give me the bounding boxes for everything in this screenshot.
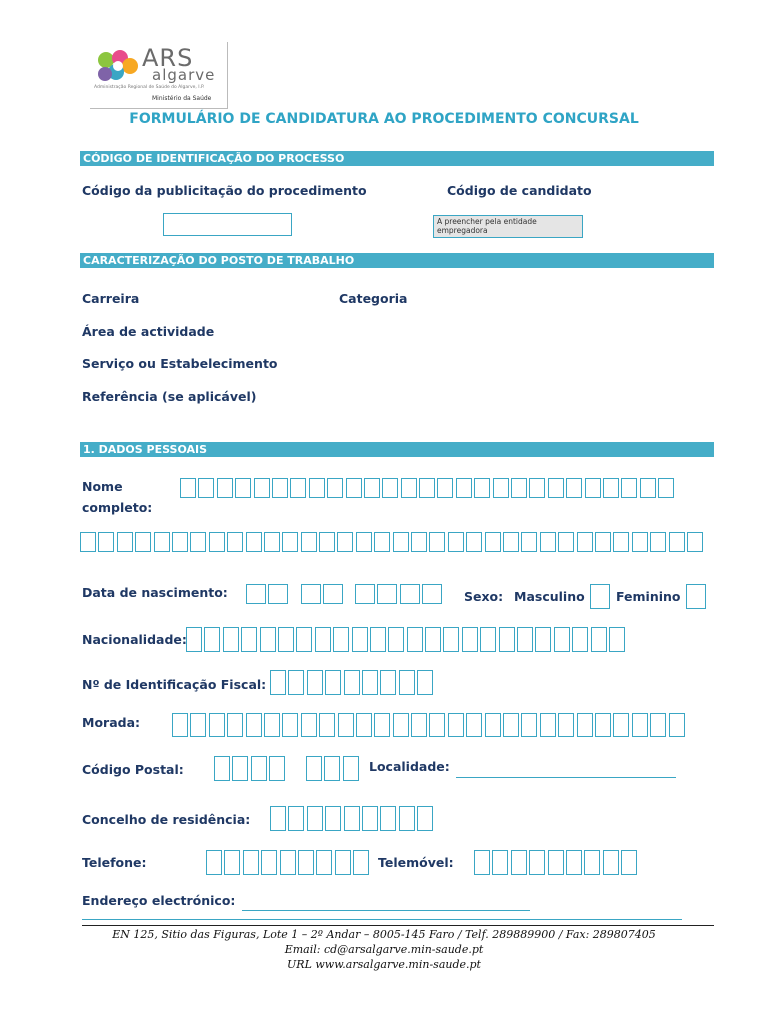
char-box[interactable] [344, 806, 360, 831]
birth-day-input[interactable] [246, 584, 291, 604]
char-box[interactable] [346, 478, 362, 498]
service-label: Serviço ou Estabelecimento [82, 356, 278, 371]
char-box[interactable] [243, 850, 259, 875]
char-box[interactable] [417, 806, 433, 831]
char-box[interactable] [270, 806, 286, 831]
char-box[interactable] [382, 478, 398, 498]
char-box[interactable] [190, 532, 206, 552]
footer-email: Email: cd@arsalgarve.min-saude.pt [284, 943, 484, 956]
reference-label: Referência (se aplicável) [82, 389, 257, 404]
char-box[interactable] [356, 532, 372, 552]
char-box[interactable] [658, 478, 674, 498]
logo-ars-text: ARS [142, 44, 194, 72]
char-box[interactable] [448, 713, 464, 737]
char-box[interactable] [227, 532, 243, 552]
char-box[interactable] [474, 850, 490, 875]
char-box[interactable] [235, 478, 251, 498]
char-box[interactable] [400, 584, 420, 604]
char-box[interactable] [650, 532, 666, 552]
activity-label: Área de actividade [82, 324, 215, 339]
email-extra-line [82, 919, 682, 920]
char-box[interactable] [613, 713, 629, 737]
female-checkbox[interactable] [686, 584, 706, 609]
locality-input[interactable] [456, 777, 676, 778]
char-box[interactable] [204, 627, 220, 652]
char-box[interactable] [290, 478, 306, 498]
nationality-label: Nacionalidade: [82, 632, 187, 647]
char-box[interactable] [260, 627, 276, 652]
char-box[interactable] [272, 478, 288, 498]
char-box[interactable] [301, 584, 321, 604]
char-box[interactable] [650, 713, 666, 737]
char-box[interactable] [356, 713, 372, 737]
char-box[interactable] [503, 713, 519, 737]
char-box[interactable] [309, 478, 325, 498]
char-box[interactable] [301, 532, 317, 552]
char-box[interactable] [288, 670, 304, 695]
section-personal-heading: 1. DADOS PESSOAIS [80, 442, 714, 457]
char-box[interactable] [485, 532, 501, 552]
char-box[interactable] [278, 627, 294, 652]
char-box[interactable] [198, 478, 214, 498]
char-box[interactable] [268, 584, 288, 604]
char-box[interactable] [362, 806, 378, 831]
char-box[interactable] [296, 627, 312, 652]
char-box[interactable] [632, 532, 648, 552]
char-box[interactable] [327, 478, 343, 498]
char-box[interactable] [566, 478, 582, 498]
char-box[interactable] [246, 713, 262, 737]
char-box[interactable] [80, 532, 96, 552]
locality-label: Localidade: [369, 759, 450, 774]
char-box[interactable] [462, 627, 478, 652]
char-box[interactable] [419, 478, 435, 498]
char-box[interactable] [669, 713, 685, 737]
char-box[interactable] [621, 850, 637, 875]
char-box[interactable] [558, 713, 574, 737]
address-label: Morada: [82, 715, 141, 730]
char-box[interactable] [558, 532, 574, 552]
char-box[interactable] [577, 532, 593, 552]
char-box[interactable] [429, 532, 445, 552]
logo-mark-icon [94, 48, 142, 84]
char-box[interactable] [603, 478, 619, 498]
char-box[interactable] [224, 850, 240, 875]
birth-month-input[interactable] [301, 584, 346, 604]
char-box[interactable] [344, 670, 360, 695]
char-box[interactable] [307, 670, 323, 695]
char-box[interactable] [417, 670, 433, 695]
char-box[interactable] [566, 850, 582, 875]
char-box[interactable] [585, 478, 601, 498]
char-box[interactable] [335, 850, 351, 875]
char-box[interactable] [307, 806, 323, 831]
phone-label: Telefone: [82, 855, 147, 870]
char-box[interactable] [333, 627, 349, 652]
char-box[interactable] [407, 627, 423, 652]
char-box[interactable] [609, 627, 625, 652]
char-box[interactable] [393, 532, 409, 552]
char-box[interactable] [254, 478, 270, 498]
county-input[interactable] [270, 806, 436, 831]
char-box[interactable] [264, 532, 280, 552]
char-box[interactable] [227, 713, 243, 737]
char-box[interactable] [425, 627, 441, 652]
char-box[interactable] [343, 756, 359, 781]
char-box[interactable] [388, 627, 404, 652]
char-box[interactable] [186, 627, 202, 652]
char-box[interactable] [480, 627, 496, 652]
char-box[interactable] [437, 478, 453, 498]
char-box[interactable] [485, 713, 501, 737]
candidate-code-note: A preencher pela entidade empregadora [433, 215, 583, 238]
char-box[interactable] [399, 670, 415, 695]
char-box[interactable] [411, 532, 427, 552]
char-box[interactable] [172, 532, 188, 552]
category-label: Categoria [339, 291, 408, 306]
char-box[interactable] [422, 584, 442, 604]
char-box[interactable] [154, 532, 170, 552]
name-label-line2: completo: [82, 500, 153, 515]
char-box[interactable] [632, 713, 648, 737]
char-box[interactable] [517, 627, 533, 652]
char-box[interactable] [548, 478, 564, 498]
char-box[interactable] [117, 532, 133, 552]
char-box[interactable] [316, 850, 332, 875]
char-box[interactable] [640, 478, 656, 498]
char-box[interactable] [190, 713, 206, 737]
char-box[interactable] [377, 584, 397, 604]
logo-ministry: Ministério da Saúde [152, 95, 212, 102]
char-box[interactable] [613, 532, 629, 552]
char-box[interactable] [529, 850, 545, 875]
char-box[interactable] [324, 756, 340, 781]
publication-code-input[interactable] [163, 213, 292, 236]
name-label-line1: Nome [82, 479, 123, 494]
mobile-input[interactable] [474, 850, 640, 875]
char-box[interactable] [591, 627, 607, 652]
char-box[interactable] [355, 584, 375, 604]
char-box[interactable] [246, 532, 262, 552]
char-box[interactable] [270, 670, 286, 695]
char-box[interactable] [280, 850, 296, 875]
char-box[interactable] [548, 850, 564, 875]
section-post-heading: CARACTERIZAÇÃO DO POSTO DE TRABALHO [80, 253, 714, 268]
char-box[interactable] [603, 850, 619, 875]
char-box[interactable] [511, 850, 527, 875]
char-box[interactable] [595, 532, 611, 552]
logo-subtitle: Administração Regional de Saúde do Algarve, I.P. [94, 85, 205, 90]
char-box[interactable] [209, 532, 225, 552]
char-box[interactable] [521, 532, 537, 552]
form-title: FORMULÁRIO DE CANDIDATURA AO PROCEDIMENTO CONCURSAL [129, 111, 639, 127]
name-input-row1[interactable] [180, 478, 677, 498]
char-box[interactable] [511, 478, 527, 498]
char-box[interactable] [448, 532, 464, 552]
char-box[interactable] [466, 713, 482, 737]
male-checkbox[interactable] [590, 584, 610, 609]
section-process-heading: CÓDIGO DE IDENTIFICAÇÃO DO PROCESSO [80, 151, 714, 166]
char-box[interactable] [669, 532, 685, 552]
char-box[interactable] [466, 532, 482, 552]
char-box[interactable] [687, 532, 703, 552]
candidate-code-label: Código de candidato [447, 183, 592, 198]
char-box[interactable] [319, 713, 335, 737]
footer-url: URL www.arsalgarve.min-saude.pt [287, 958, 481, 971]
char-box[interactable] [251, 756, 267, 781]
char-box[interactable] [306, 756, 322, 781]
char-box[interactable] [572, 627, 588, 652]
char-box[interactable] [325, 670, 341, 695]
phone-input[interactable] [206, 850, 372, 875]
char-box[interactable] [315, 627, 331, 652]
char-box[interactable] [172, 713, 188, 737]
logo [90, 42, 228, 109]
name-input-row2[interactable] [80, 532, 705, 552]
postal-code-label: Código Postal: [82, 762, 184, 777]
char-box[interactable] [298, 850, 314, 875]
char-box[interactable] [584, 850, 600, 875]
char-box[interactable] [135, 532, 151, 552]
char-box[interactable] [370, 627, 386, 652]
char-box[interactable] [319, 532, 335, 552]
footer-address: EN 125, Sitio das Figuras, Lote 1 – 2º Andar – 8005-145 Faro / Telf. 289889900 / Fax: 289807405 [112, 928, 656, 941]
publication-code-label: Código da publicitação do procedimento [82, 183, 367, 198]
char-box[interactable] [554, 627, 570, 652]
nif-label: Nº de Identificação Fiscal: [82, 677, 267, 692]
career-label: Carreira [82, 291, 140, 306]
char-box[interactable] [374, 532, 390, 552]
birth-year-input[interactable] [355, 584, 445, 604]
char-box[interactable] [246, 584, 266, 604]
char-box[interactable] [621, 478, 637, 498]
char-box[interactable] [264, 713, 280, 737]
female-label: Feminino [616, 589, 681, 604]
birth-date-label: Data de nascimento: [82, 585, 228, 600]
char-box[interactable] [401, 478, 417, 498]
char-box[interactable] [429, 713, 445, 737]
char-box[interactable] [393, 713, 409, 737]
char-box[interactable] [269, 756, 285, 781]
char-box[interactable] [380, 806, 396, 831]
county-label: Concelho de residência: [82, 812, 251, 827]
char-box[interactable] [180, 478, 196, 498]
char-box[interactable] [206, 850, 222, 875]
char-box[interactable] [241, 627, 257, 652]
address-input[interactable] [172, 713, 687, 737]
char-box[interactable] [282, 713, 298, 737]
char-box[interactable] [380, 670, 396, 695]
char-box[interactable] [595, 713, 611, 737]
char-box[interactable] [98, 532, 114, 552]
email-input[interactable] [242, 910, 530, 911]
mobile-label: Telemóvel: [378, 855, 454, 870]
char-box[interactable] [337, 532, 353, 552]
char-box[interactable] [493, 478, 509, 498]
char-box[interactable] [338, 713, 354, 737]
char-box[interactable] [209, 713, 225, 737]
char-box[interactable] [223, 627, 239, 652]
char-box[interactable] [503, 532, 519, 552]
char-box[interactable] [399, 806, 415, 831]
postal-code-ext-input[interactable] [306, 756, 361, 781]
email-label: Endereço electrónico: [82, 893, 236, 908]
char-box[interactable] [352, 627, 368, 652]
char-box[interactable] [577, 713, 593, 737]
footer-divider [82, 925, 714, 926]
char-box[interactable] [529, 478, 545, 498]
char-box[interactable] [474, 478, 490, 498]
char-box[interactable] [232, 756, 248, 781]
char-box[interactable] [323, 584, 343, 604]
char-box[interactable] [521, 713, 537, 737]
nif-input[interactable] [270, 670, 436, 695]
char-box[interactable] [261, 850, 277, 875]
male-label: Masculino [514, 589, 585, 604]
char-box[interactable] [540, 532, 556, 552]
char-box[interactable] [217, 478, 233, 498]
nationality-input[interactable] [186, 627, 627, 652]
char-box[interactable] [535, 627, 551, 652]
sex-label: Sexo: [464, 589, 504, 604]
char-box[interactable] [456, 478, 472, 498]
char-box[interactable] [492, 850, 508, 875]
logo-region-text: algarve [152, 66, 216, 84]
char-box[interactable] [282, 532, 298, 552]
char-box[interactable] [325, 806, 341, 831]
char-box[interactable] [540, 713, 556, 737]
char-box[interactable] [374, 713, 390, 737]
char-box[interactable] [411, 713, 427, 737]
char-box[interactable] [362, 670, 378, 695]
char-box[interactable] [214, 756, 230, 781]
char-box[interactable] [288, 806, 304, 831]
char-box[interactable] [301, 713, 317, 737]
char-box[interactable] [353, 850, 369, 875]
char-box[interactable] [364, 478, 380, 498]
postal-code-main-input[interactable] [214, 756, 288, 781]
char-box[interactable] [443, 627, 459, 652]
char-box[interactable] [499, 627, 515, 652]
